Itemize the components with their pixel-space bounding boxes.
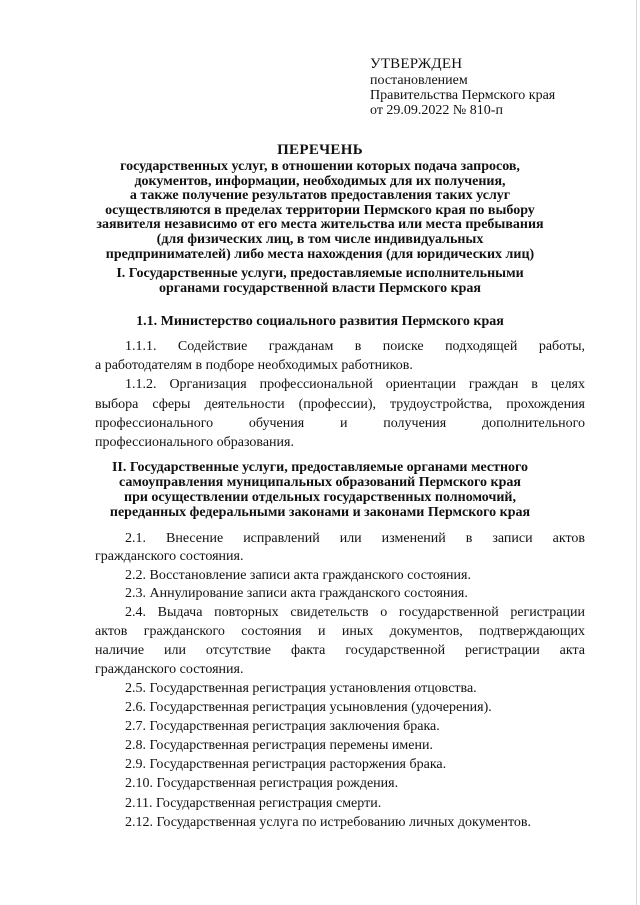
subtitle-line: (для физических лиц, в том числе индивидуальных	[156, 231, 484, 247]
section-1-1-heading	[60, 314, 580, 329]
paragraph-line: выбора сферы деятельности (профессии), трудоустройства, прохождения	[95, 397, 585, 412]
approval-line: Правительства Пермского края	[370, 88, 556, 103]
approval-stamp	[370, 56, 630, 118]
paragraph-line: профессионального обучения и получения дополнительного	[95, 416, 585, 431]
paragraph-line: профессионального образования.	[95, 435, 294, 450]
document-subtitle	[60, 160, 580, 262]
paragraph-line: 2.9. Государственная регистрация расторжения брака.	[125, 757, 447, 772]
paragraph-line: 1.1.1. Содействие гражданам в поиске подходящей работы,	[125, 339, 585, 354]
paragraph-line: а работодателям в подборе необходимых работников.	[95, 358, 413, 373]
document-title: ПЕРЕЧЕНЬ	[277, 142, 363, 158]
paragraph-line: 2.6. Государственная регистрация усыновления (удочерения).	[125, 700, 492, 715]
paragraph-line: 2.10. Государственная регистрация рождения.	[125, 776, 399, 791]
subtitle-line: документов, информации, необходимых для их получения,	[134, 173, 506, 189]
paragraph-line: 1.1.2. Организация профессиональной ориентации граждан в целях	[125, 377, 585, 392]
section-heading-line: при осуществлении отдельных государственных полномочий,	[124, 490, 516, 505]
page-edge-line	[636, 0, 637, 905]
section-1-heading	[60, 266, 580, 296]
section-heading-line: самоуправления муниципальных образований Пермского края	[119, 475, 521, 490]
subtitle-line: осуществляются в пределах территории Пермского края по выбору	[105, 202, 535, 218]
paragraph-line: 2.2. Восстановление записи акта гражданского состояния.	[125, 568, 471, 583]
section-heading-line: II. Государственные услуги, предоставляемые органами местного	[111, 460, 529, 475]
subsection-heading: 1.1. Министерство социального развития Пермского края	[136, 314, 504, 329]
paragraph-line: 2.12. Государственная услуга по истребованию личных документов.	[125, 815, 532, 830]
paragraph-line: гражданского состояния.	[95, 549, 244, 564]
subtitle-line: заявителя независимо от его места жительства или места пребывания	[96, 217, 544, 233]
approval-line: УТВЕРЖДЕН	[370, 56, 463, 72]
section-heading-line: переданных федеральными законами и законами Пермского края	[109, 505, 531, 520]
paragraph-line: 2.4. Выдача повторных свидетельств о государственной регистрации	[125, 605, 585, 620]
paragraph-line: 2.5. Государственная регистрация установления отцовства.	[125, 681, 477, 696]
paragraph-line: 2.3. Аннулирование записи акта гражданского состояния.	[125, 586, 468, 601]
subtitle-line: предпринимателей) либо места нахождения (для юридических лиц)	[105, 246, 535, 262]
section-heading-line: I. Государственные услуги, предоставляемые исполнительными	[116, 266, 524, 281]
subtitle-line: а также получение результатов предоставления таких услуг	[129, 188, 511, 204]
paragraph-line: 2.1. Внесение исправлений или изменений в записи актов	[125, 531, 585, 546]
section-2-heading	[60, 460, 580, 520]
paragraph-line: наличие или отсутствие факта государственной регистрации акта	[95, 643, 585, 658]
subtitle-line: государственных услуг, в отношении которых подача запросов,	[120, 159, 520, 174]
paragraph-line: 2.7. Государственная регистрация заключения брака.	[125, 719, 440, 734]
paragraph-line: 2.8. Государственная регистрация перемены имени.	[125, 738, 433, 753]
approval-line: от 29.09.2022 № 810-п	[370, 103, 503, 118]
paragraph-line: актов гражданского состояния и иных документов, подтверждающих	[95, 624, 585, 639]
section-heading-line: органами государственной власти Пермского края	[158, 281, 482, 296]
paragraph-line: 2.11. Государственная регистрация смерти.	[125, 796, 382, 811]
paragraph-line: гражданского состояния.	[95, 662, 244, 677]
approval-line: постановлением	[370, 73, 468, 88]
